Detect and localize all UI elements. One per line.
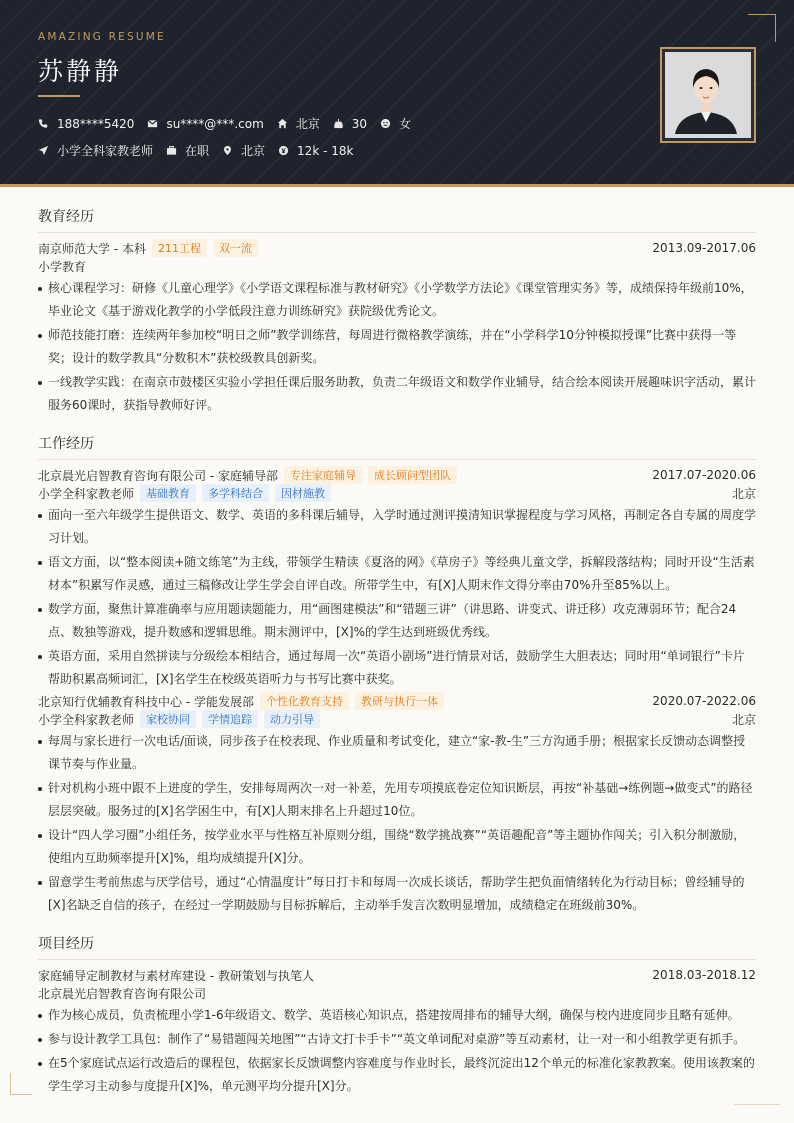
- profile-photo: [660, 47, 756, 143]
- role-tag: 因材施教: [275, 484, 331, 502]
- company-name: 北京知行优辅教育科技中心 - 学能发展部: [38, 694, 254, 709]
- target-position-text: 小学全科家教老师: [57, 144, 154, 158]
- work-section: [38, 433, 756, 917]
- resume-tagline: AMAZING RESUME: [38, 31, 166, 43]
- work-bullets: [38, 730, 756, 917]
- job-intent-row: [38, 142, 366, 159]
- briefcase-icon: [166, 145, 177, 156]
- role-tag: 基础教育: [140, 484, 196, 502]
- project-section: [38, 933, 756, 1098]
- email-info: [147, 117, 263, 131]
- work-bullets: [38, 504, 756, 691]
- education-bullets: [38, 277, 756, 417]
- bullet-item: 每周与家长进行一次电话/面谈，同步孩子在校表现、作业质量和考试变化，建立“家-教-生”三方沟通手册；根据家长反馈动态调整授课节奏与作业量。: [38, 730, 756, 776]
- bullet-item: 数学方面，聚焦计算准确率与应用题读题能力，用“画图建模法”和“错题三讲”（讲思路、讲变式、讲迁移）攻克薄弱环节；配合24点、数独等游戏，提升数感和逻辑思维。期末测评中，[X]%的学生达到班级优秀线。: [38, 598, 756, 644]
- company-tag: 成长顾问型团队: [368, 466, 457, 484]
- age-text: 30: [351, 116, 368, 131]
- salary-info: [278, 144, 353, 158]
- work-entry-header: [38, 466, 756, 484]
- work-section-title: 工作经历: [38, 433, 756, 460]
- bullet-item: 针对机构小班中跟不上进度的学生，安排每周两次一对一补差，先用专项摸底卷定位知识断层，再按“补基础→练例题→做变式”的路径层层突破。服务过的[X]名学困生中，有[X]人期末排名上升超过10位。: [38, 777, 756, 823]
- bullet-item: 作为核心成员，负责梳理小学1-6年级语文、数学、英语核心知识点，搭建按周排布的辅导大纲，确保与校内进度同步且略有延伸。: [38, 1004, 756, 1027]
- home-icon: [277, 118, 288, 129]
- bullet-item: 语文方面，以“整本阅读+随文练笔”为主线，带领学生精读《夏洛的网》《草房子》等经典儿童文学，拆解段落结构；同时开设“生活素材本”积累写作灵感，通过三稿修改让学生学会自评自改。所带学生中，有[X]人期末作文得分率由70%升至85%以上。: [38, 551, 756, 597]
- residence-info: [277, 115, 320, 132]
- company-tag: 教研与执行一体: [355, 692, 444, 710]
- gender-info: [380, 115, 411, 132]
- contact-row: [38, 115, 424, 132]
- work-city: 北京: [731, 712, 756, 727]
- project-name: 家庭辅导定制教材与素材库建设 - 教研策划与执笔人: [38, 968, 314, 983]
- job-status-text: 在职: [185, 144, 210, 158]
- school-name: 南京师范大学 - 本科: [38, 241, 146, 256]
- education-entry: [38, 239, 756, 417]
- project-date: 2018.03-2018.12: [652, 968, 756, 982]
- role-tag: 学情追踪: [202, 710, 258, 728]
- bullet-item: 师范技能打磨：连续两年参加校“明日之师”教学训练营，每周进行微格教学演练，并在“小学科学10分钟模拟授课”比赛中获得一等奖；设计的数学教具“分数积木”获校级教具创新奖。: [38, 324, 756, 370]
- work-role-row: [38, 484, 756, 502]
- age-info: [333, 117, 367, 131]
- project-org: 北京晨光启智教育咨询有限公司: [38, 986, 207, 1001]
- project-bullets: [38, 1004, 756, 1098]
- work-entry: [38, 692, 756, 917]
- residence-text: 北京: [295, 117, 320, 131]
- bullet-item: 一线教学实践：在南京市鼓楼区实验小学担任课后服务助教，负责二年级语文和数学作业辅导，结合绘本阅读开展趣味识字活动，累计服务60课时，获指导教师好评。: [38, 371, 756, 417]
- company-name: 北京晨光启智教育咨询有限公司 - 家庭辅导部: [38, 468, 278, 483]
- name-underline: [38, 95, 80, 97]
- school-tag: 双一流: [213, 239, 258, 257]
- bullet-item: 参与设计教学工具包：制作了“易错题闯关地图”“古诗文打卡手卡”“英文单词配对桌游”等互动素材，让一对一和小组教学更有抓手。: [38, 1028, 756, 1051]
- target-city-text: 北京: [241, 144, 266, 158]
- bullet-item: 英语方面，采用自然拼读与分级绘本相结合，通过每周一次“英语小剧场”进行情景对话，鼓励学生大胆表达；同时用“单词银行”卡片帮助积累高频词汇，[X]名学生在校级英语听力与书写比赛中获奖。: [38, 645, 756, 691]
- cake-icon: [333, 118, 344, 129]
- major-name: 小学教育: [38, 259, 87, 274]
- job-status-info: [166, 142, 209, 159]
- education-section: [38, 206, 756, 417]
- company-tag: 专注家庭辅导: [284, 466, 362, 484]
- send-icon: [38, 145, 49, 156]
- resume-body: [38, 206, 756, 1106]
- mail-icon: [147, 118, 158, 129]
- work-entry-header: [38, 692, 756, 710]
- role-name: 小学全科家教老师: [38, 486, 135, 501]
- project-entry-header: [38, 966, 756, 984]
- salary-icon: [278, 145, 289, 156]
- location-pin-icon: [222, 145, 233, 156]
- education-date: 2013.09-2017.06: [652, 241, 756, 255]
- gender-icon: [380, 118, 391, 129]
- portrait-illustration: [665, 52, 747, 134]
- gender-text: 女: [399, 117, 412, 131]
- work-entry: [38, 466, 756, 691]
- phone-icon: [38, 118, 49, 129]
- project-entry: [38, 966, 756, 1098]
- education-major-row: [38, 257, 756, 275]
- role-tag: 动力引导: [264, 710, 320, 728]
- target-position-info: [38, 142, 153, 159]
- header-accent-line: [0, 184, 794, 187]
- role-name: 小学全科家教老师: [38, 712, 135, 727]
- bullet-item: 留意学生考前焦虑与厌学信号，通过“心情温度计”每日打卡和每周一次成长谈话，帮助学生把负面情绪转化为行动目标；曾经辅导的[X]名缺乏自信的孩子，在经过一学期鼓励与目标拆解后，主动举手发言次数明显增加，成绩稳定在班级前30%。: [38, 871, 756, 917]
- work-date: 2017.07-2020.06: [652, 468, 756, 482]
- corner-decoration-top-right: [748, 14, 776, 42]
- phone-text: 188****5420: [57, 116, 135, 131]
- bullet-item: 在5个家庭试点运行改造后的课程包，依据家长反馈调整内容难度与作业时长，最终沉淀出12个单元的标准化家教教案。使用该教案的学生学习主动参与度提升[X]%，单元测平均分提升[X]分。: [38, 1052, 756, 1098]
- role-tag: 家校协同: [140, 710, 196, 728]
- bullet-item: 设计“四人学习圈”小组任务，按学业水平与性格互补原则分组，围绕“数学挑战赛”“英语趣配音”等主题协作闯关；引入积分制激励，使组内互助频率提升[X]%，组均成绩提升[X]分。: [38, 824, 756, 870]
- project-org-row: [38, 984, 756, 1002]
- salary-text: 12k - 18k: [297, 143, 354, 158]
- bullet-item: 核心课程学习：研修《儿童心理学》《小学语文课程标准与教材研究》《小学数学方法论》《课堂管理实务》等，成绩保持年级前10%，毕业论文《基于游戏化教学的小学低段注意力训练研究》获院级优秀论文。: [38, 277, 756, 323]
- corner-decoration-bottom-left: [10, 1073, 32, 1095]
- candidate-name: 苏静静: [38, 57, 123, 86]
- profile-photo-image: [665, 52, 751, 138]
- bullet-item: 面向一至六年级学生提供语文、数学、英语的多科课后辅导，入学时通过测评摸清知识掌握程度与学习风格，再制定各自专属的周度学习计划。: [38, 504, 756, 550]
- education-entry-header: [38, 239, 756, 257]
- project-section-title: 项目经历: [38, 933, 756, 960]
- work-city: 北京: [731, 486, 756, 501]
- target-city-info: [222, 142, 265, 159]
- work-date: 2020.07-2022.06: [652, 694, 756, 708]
- company-tag: 个性化教育支持: [260, 692, 349, 710]
- work-role-row: [38, 710, 756, 728]
- school-tag: 211工程: [152, 239, 207, 257]
- email-text: su****@***.com: [166, 116, 264, 131]
- role-tag: 多学科结合: [202, 484, 269, 502]
- phone-info: [38, 117, 134, 131]
- education-section-title: 教育经历: [38, 206, 756, 233]
